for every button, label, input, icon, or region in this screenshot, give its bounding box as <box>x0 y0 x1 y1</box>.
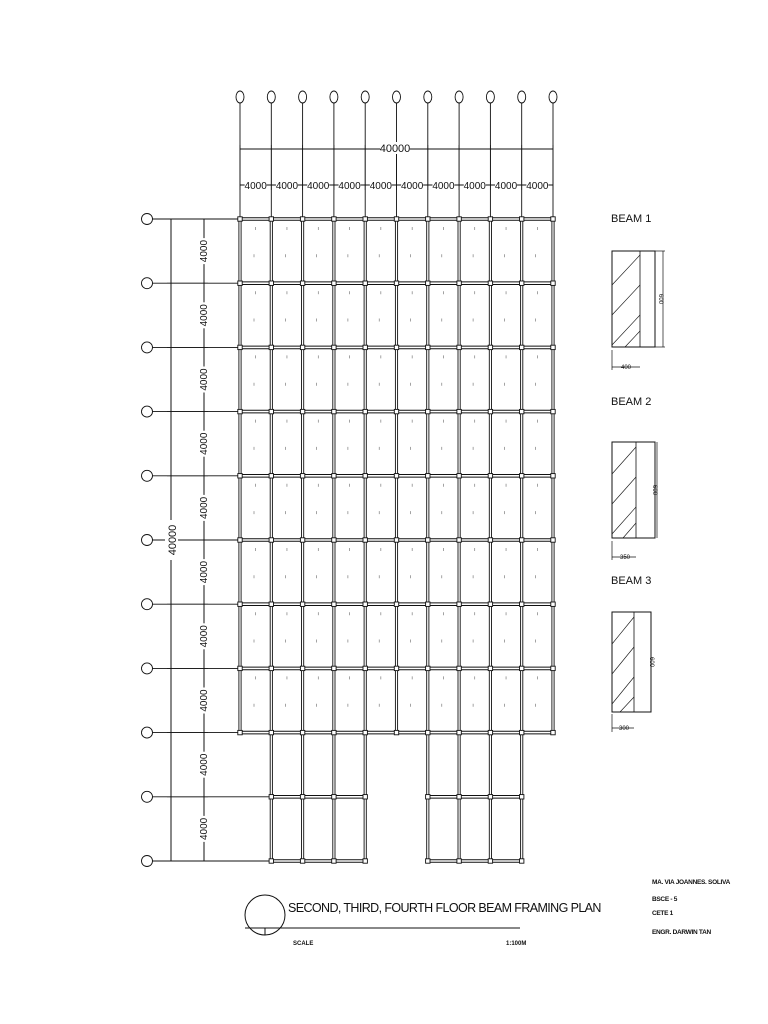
column <box>551 666 555 670</box>
beam-1-width: 400 <box>620 365 632 371</box>
column <box>300 409 304 413</box>
column <box>363 666 367 670</box>
row-grid-bubble <box>142 342 153 353</box>
row-grid-bubble <box>142 727 153 738</box>
column <box>426 474 430 478</box>
column <box>426 281 430 285</box>
beam-2-title: BEAM 2 <box>611 396 652 408</box>
column <box>426 345 430 349</box>
beam-grid <box>238 217 555 863</box>
column <box>363 538 367 542</box>
column <box>269 474 273 478</box>
column <box>238 217 242 221</box>
column <box>238 602 242 606</box>
column <box>488 795 492 799</box>
beam-3-height: 600 <box>648 656 654 668</box>
column <box>269 859 273 863</box>
column <box>269 217 273 221</box>
row-grid-bubble <box>142 599 153 610</box>
column <box>426 859 430 863</box>
column <box>363 474 367 478</box>
extension-horizontal-beam <box>428 796 522 799</box>
bay-height-label: 4000 <box>199 432 210 455</box>
column-grid-bubble <box>299 91 307 103</box>
column-grid-bubble <box>424 91 432 103</box>
column <box>520 474 524 478</box>
row-grid-bubble <box>142 470 153 481</box>
beam-section-3 <box>611 575 654 732</box>
bay-width-label: 4000 <box>401 181 424 192</box>
column <box>457 795 461 799</box>
column <box>488 281 492 285</box>
bay-height-label: 4000 <box>199 753 210 776</box>
column-grid-bubble <box>393 91 401 103</box>
bay-width-label: 4000 <box>494 181 518 192</box>
column <box>238 474 242 478</box>
column <box>363 409 367 413</box>
column <box>457 345 461 349</box>
beam-3-width: 300 <box>618 726 630 732</box>
extension-horizontal-beam <box>271 796 365 799</box>
column <box>332 474 336 478</box>
beam-2-width: 350 <box>619 555 631 561</box>
column <box>300 859 304 863</box>
column <box>363 859 367 863</box>
beam-1-height: 600 <box>657 293 663 305</box>
column <box>269 730 273 734</box>
column <box>238 538 242 542</box>
column <box>488 345 492 349</box>
column <box>394 538 398 542</box>
column <box>394 281 398 285</box>
column <box>332 345 336 349</box>
column <box>520 217 524 221</box>
column <box>520 795 524 799</box>
beam-3-title: BEAM 3 <box>611 575 652 587</box>
column <box>551 474 555 478</box>
column <box>269 345 273 349</box>
column <box>300 730 304 734</box>
bay-height-label: 4000 <box>199 689 210 712</box>
column <box>457 666 461 670</box>
column <box>363 602 367 606</box>
column <box>426 602 430 606</box>
column-grid-bubble <box>330 91 338 103</box>
column <box>332 217 336 221</box>
beam-1-title: BEAM 1 <box>611 213 652 225</box>
column <box>394 409 398 413</box>
column <box>300 795 304 799</box>
row-grid-bubble <box>142 663 153 674</box>
beam-section-1 <box>611 213 665 371</box>
column <box>426 409 430 413</box>
column <box>488 538 492 542</box>
extension-horizontal-beam <box>428 860 522 863</box>
column <box>332 859 336 863</box>
column <box>488 666 492 670</box>
column <box>488 409 492 413</box>
column <box>426 217 430 221</box>
column <box>457 217 461 221</box>
column-grid-bubble <box>236 91 244 103</box>
column <box>332 602 336 606</box>
column <box>300 217 304 221</box>
column <box>457 602 461 606</box>
column <box>551 538 555 542</box>
title-block <box>245 895 601 947</box>
scale-label: SCALE <box>293 941 314 947</box>
bay-height-label: 4000 <box>199 239 210 263</box>
row-grid-bubble <box>142 214 153 225</box>
column <box>269 281 273 285</box>
column <box>488 474 492 478</box>
extension-horizontal-beam <box>271 860 365 863</box>
column <box>520 859 524 863</box>
column <box>238 666 242 670</box>
column <box>488 602 492 606</box>
column <box>363 730 367 734</box>
column <box>332 795 336 799</box>
total-horizontal-dimension: 40000 <box>379 143 411 155</box>
column <box>394 217 398 221</box>
column <box>520 281 524 285</box>
column <box>394 602 398 606</box>
column <box>332 281 336 285</box>
column <box>300 602 304 606</box>
total-vertical-dimension: 40000 <box>167 524 179 556</box>
scale-value: 1:100M <box>506 941 527 947</box>
bay-width-label: 4000 <box>275 181 299 192</box>
column <box>551 281 555 285</box>
column <box>269 795 273 799</box>
course: BSCE - 5 <box>652 896 678 903</box>
column <box>269 666 273 670</box>
bay-height-label: 4000 <box>199 496 210 520</box>
column <box>457 409 461 413</box>
column <box>520 730 524 734</box>
column <box>520 666 524 670</box>
column-grid-bubble <box>486 91 494 103</box>
column-grid-bubble <box>361 91 369 103</box>
column <box>394 345 398 349</box>
row-grid-bubble <box>142 856 153 867</box>
bay-height-label: 4000 <box>199 625 210 648</box>
bay-width-label: 4000 <box>463 181 486 192</box>
bay-height-label: 4000 <box>199 304 210 327</box>
bay-height-label: 4000 <box>199 368 210 391</box>
bay-width-label: 4000 <box>432 181 455 192</box>
column <box>363 345 367 349</box>
column <box>332 538 336 542</box>
column-grid-bubble <box>518 91 526 103</box>
column <box>300 345 304 349</box>
column <box>332 409 336 413</box>
column <box>551 217 555 221</box>
beam-section-2 <box>611 396 657 561</box>
bay-width-label: 4000 <box>307 181 330 192</box>
column-grid-bubble <box>455 91 463 103</box>
instructor: ENGR. DARWIN TAN <box>652 929 711 936</box>
row-grid-bubble <box>142 791 153 802</box>
bay-width-label: 4000 <box>369 181 392 192</box>
student-info <box>652 879 731 936</box>
column <box>520 345 524 349</box>
column <box>332 666 336 670</box>
column <box>551 409 555 413</box>
column <box>551 345 555 349</box>
column <box>488 730 492 734</box>
column <box>426 666 430 670</box>
column <box>363 281 367 285</box>
column <box>300 281 304 285</box>
column <box>551 730 555 734</box>
column <box>300 666 304 670</box>
column <box>300 474 304 478</box>
column <box>457 730 461 734</box>
bay-width-label: 4000 <box>526 181 549 192</box>
column <box>238 409 242 413</box>
beam-2-height: 600 <box>651 484 657 496</box>
column <box>457 859 461 863</box>
column <box>426 538 430 542</box>
column <box>394 474 398 478</box>
column <box>238 730 242 734</box>
column <box>488 859 492 863</box>
column <box>363 217 367 221</box>
column <box>394 666 398 670</box>
column <box>394 730 398 734</box>
bay-width-label: 4000 <box>244 181 267 192</box>
column-grid-bubble <box>549 91 557 103</box>
column <box>269 538 273 542</box>
column <box>238 345 242 349</box>
column <box>238 281 242 285</box>
subject: CETE 1 <box>652 910 673 917</box>
column <box>332 730 336 734</box>
column <box>488 217 492 221</box>
column-grid-bubble <box>267 91 275 103</box>
column <box>363 795 367 799</box>
column <box>300 538 304 542</box>
column <box>551 602 555 606</box>
drawing-title: SECOND, THIRD, FOURTH FLOOR BEAM FRAMING PLAN <box>288 901 601 915</box>
dimension-lines <box>167 145 553 861</box>
column <box>457 474 461 478</box>
column <box>426 795 430 799</box>
column <box>520 409 524 413</box>
column <box>520 602 524 606</box>
row-grid-bubble <box>142 278 153 289</box>
column <box>426 730 430 734</box>
row-grid-bubble <box>142 406 153 417</box>
bay-height-label: 4000 <box>199 560 210 584</box>
row-grid-bubble <box>142 535 153 546</box>
student-name: MA. VIA JOANNES. SOLIVA <box>652 879 730 886</box>
column <box>520 538 524 542</box>
column <box>457 281 461 285</box>
column <box>269 602 273 606</box>
column <box>269 409 273 413</box>
column <box>457 538 461 542</box>
bay-height-label: 4000 <box>199 817 210 841</box>
bay-width-label: 4000 <box>338 181 361 192</box>
